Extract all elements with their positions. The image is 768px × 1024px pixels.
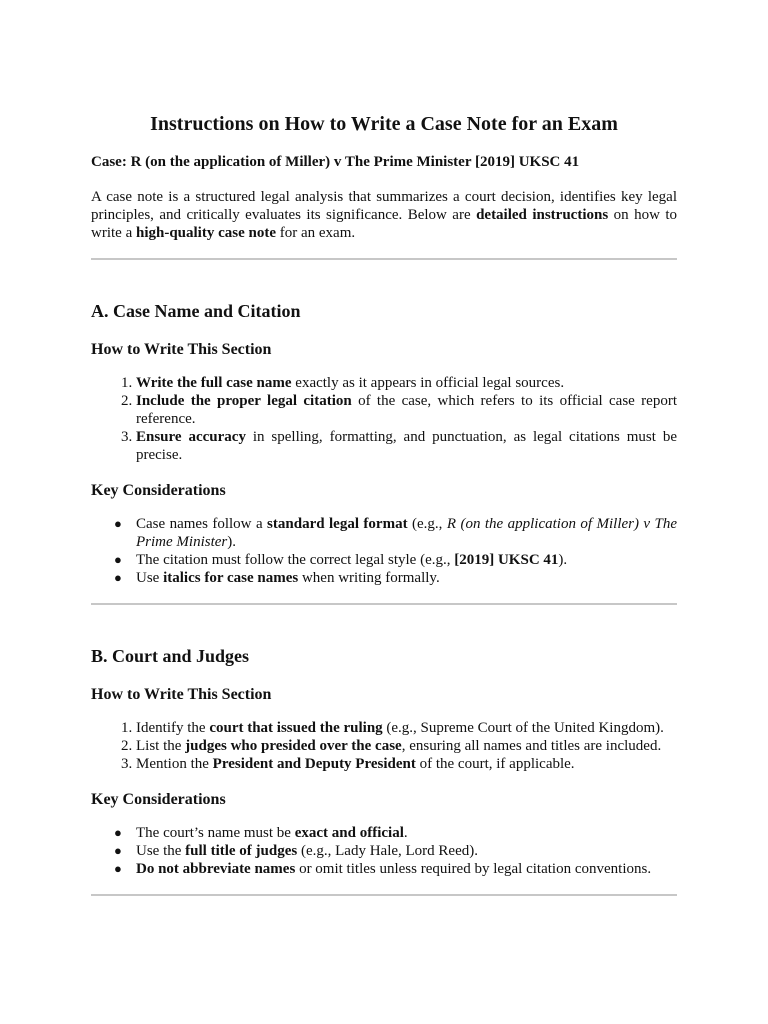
- list-item: [114, 515, 678, 551]
- list-item: [114, 824, 677, 842]
- list-item-text: Identify the: [136, 720, 210, 736]
- list-item: [136, 374, 677, 392]
- list-item-text: , ensuring all names and titles are included.: [401, 738, 662, 754]
- list-item: [136, 428, 677, 464]
- list-item-text: List the: [136, 738, 186, 754]
- section-b-points: [91, 824, 677, 878]
- list-item: [136, 392, 677, 428]
- list-item-bold: Write the full case name: [136, 375, 292, 391]
- list-item-text: (e.g., Lady Hale, Lord Reed).: [297, 843, 478, 859]
- intro-bold-text: high-quality case note: [135, 225, 276, 241]
- list-item-bold: Include the proper legal citation: [136, 393, 352, 409]
- list-item-bold: President and Deputy President: [212, 756, 416, 772]
- list-item-text: or omit titles unless required by legal citation conventions.: [295, 861, 652, 877]
- intro-text: on how to write a: [91, 207, 678, 241]
- list-item-text: when writing formally.: [298, 570, 440, 586]
- list-item-text: The court’s name must be: [136, 825, 295, 841]
- section-b-key-heading: Key Considerations: [91, 791, 226, 808]
- section-a-heading: A. Case Name and Citation: [91, 301, 301, 321]
- list-item-text: Case names follow a: [136, 516, 268, 532]
- list-item: [114, 569, 677, 587]
- bullet-icon: ●: [114, 861, 122, 876]
- intro-bold-text: detailed instructions: [476, 207, 609, 223]
- bullet-icon: ●: [114, 843, 122, 858]
- list-item: [136, 719, 677, 737]
- list-item-bold: exact and official: [294, 825, 404, 841]
- list-item-text: ).: [227, 534, 236, 550]
- list-item-text: Mention the: [136, 756, 213, 772]
- document-title: Instructions on How to Write a Case Note for an Exam: [150, 113, 618, 135]
- list-item-text: of the court, if applicable.: [415, 756, 575, 772]
- section-a-steps: [91, 374, 677, 464]
- section-a-points: [91, 515, 677, 587]
- section-divider: [91, 894, 677, 896]
- list-item-text: in spelling, formatting, and punctuation, as legal citations must be precise.: [136, 429, 677, 463]
- list-item-text: Use: [136, 570, 164, 586]
- section-b-steps: [91, 719, 677, 773]
- list-item-bold: court that issued the ruling: [209, 720, 383, 736]
- list-item-text: Use the: [136, 843, 186, 859]
- bullet-icon: ●: [114, 516, 122, 531]
- list-item-text: ).: [558, 552, 568, 568]
- section-divider: [91, 258, 677, 260]
- list-item-bold: [2019] UKSC 41: [454, 552, 559, 568]
- list-item-bold: full title of judges: [185, 843, 298, 859]
- intro-text: A case note is a structured legal analysis that summarizes a court decision, identifies key legal principles, and critically evaluates its significance. Below are: [91, 189, 677, 223]
- intro-text: for an exam.: [276, 225, 356, 241]
- list-item-text: exactly as it appears in official legal sources.: [291, 375, 565, 391]
- list-item: [114, 551, 677, 569]
- list-item-bold: judges who presided over the case: [185, 738, 402, 754]
- list-item: [136, 737, 677, 755]
- list-item-bold: Do not abbreviate names: [136, 861, 296, 877]
- list-item-bold: italics for case names: [163, 570, 299, 586]
- document-page: [91, 112, 677, 896]
- list-item-text: (e.g., Supreme Court of the United Kingdom).: [382, 720, 664, 736]
- list-item-text: .: [403, 825, 408, 841]
- intro-paragraph: [91, 188, 677, 242]
- list-item: [114, 860, 677, 878]
- list-item-bold: standard legal format: [267, 516, 408, 532]
- section-a-how-heading: How to Write This Section: [91, 341, 272, 358]
- list-item: [136, 755, 677, 773]
- bullet-icon: ●: [114, 552, 122, 567]
- list-item-text: (e.g.,: [407, 516, 447, 532]
- case-citation-line: Case: R (on the application of Miller) v The Prime Minister [2019] UKSC 41: [91, 154, 580, 170]
- list-item-italic: R (on the application of Miller) v The Prime Minister: [136, 516, 678, 550]
- bullet-icon: ●: [114, 570, 122, 585]
- list-item-text: of the case, which refers to its official case report reference.: [136, 393, 677, 427]
- bullet-icon: ●: [114, 825, 122, 840]
- section-b-heading: B. Court and Judges: [91, 646, 250, 666]
- section-b-how-heading: How to Write This Section: [91, 686, 272, 703]
- list-item-bold: Ensure accuracy: [136, 429, 246, 445]
- list-item: [114, 842, 677, 860]
- section-a-key-heading: Key Considerations: [91, 482, 226, 499]
- section-divider: [91, 603, 677, 605]
- list-item-text: The citation must follow the correct legal style (e.g.,: [136, 552, 455, 568]
